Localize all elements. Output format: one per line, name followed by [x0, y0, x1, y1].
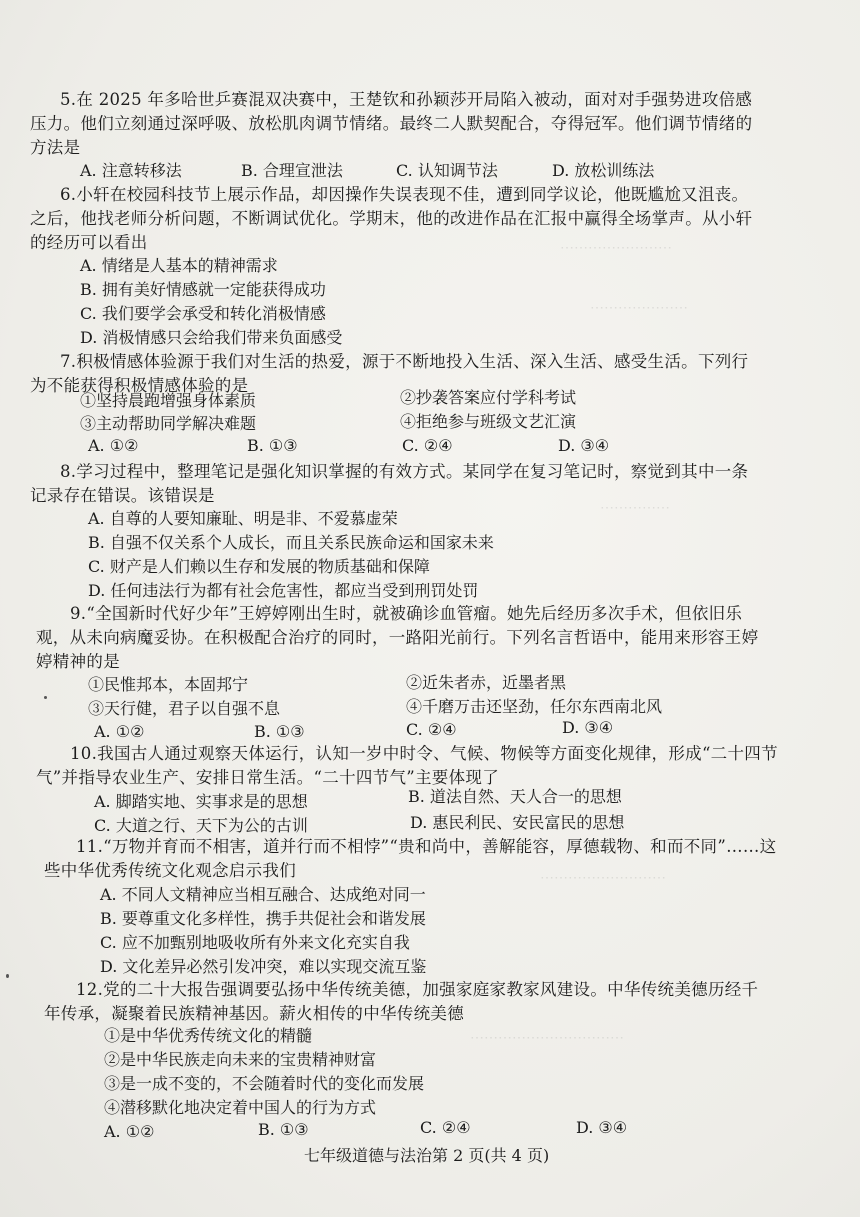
question-11-option-a: A. 不同人文精神应当相互融合、达成绝对同一 — [100, 885, 426, 904]
question-5-line-1: 5.在 2025 年多哈世乒赛混双决赛中，王楚钦和孙颖莎开局陷入被动，面对对手强势进攻倍感 — [60, 90, 753, 109]
question-8-option-d: D. 任何违法行为都有社会危害性，都应当受到刑罚处罚 — [88, 581, 479, 600]
question-11-option-c: C. 应不加甄别地吸收所有外来文化充实自我 — [100, 933, 410, 952]
question-12-line-2: 年传承，凝聚着民族精神基因。薪火相传的中华传统美德 — [44, 1004, 464, 1023]
question-6-line-1: 6.小轩在校园科技节上展示作品，却因操作失误表现不佳，遭到同学议论，他既尴尬又沮丧。 — [60, 185, 749, 204]
question-11-line-1: 11.“万物并育而不相害，道并行而不相悖”“贵和尚中，善解能容，厚德载物、和而不同”……这 — [76, 837, 777, 856]
question-10-option-a: A. 脚踏实地、实事求是的思想 — [94, 792, 308, 811]
question-9-option-a: A. ①② — [94, 722, 145, 741]
question-7-option-d: D. ③④ — [558, 436, 610, 455]
question-5-option-b: B. 合理宣泄法 — [241, 161, 343, 180]
question-12-option-d: D. ③④ — [576, 1118, 628, 1137]
question-9-option-c: C. ②④ — [406, 720, 457, 739]
question-12-option-a: A. ①② — [104, 1122, 155, 1141]
scan-speck — [6, 974, 9, 978]
question-12-option-c: C. ②④ — [420, 1118, 471, 1137]
question-9-item-3: ③天行健，君子以自强不息 — [88, 699, 281, 718]
question-12-item-2: ②是中华民族走向未来的宝贵精神财富 — [104, 1050, 377, 1069]
question-8-option-a: A. 自尊的人要知廉耻、明是非、不爱慕虚荣 — [88, 509, 398, 528]
question-10-option-b: B. 道法自然、天人合一的思想 — [408, 787, 622, 806]
question-10-option-c: C. 大道之行、天下为公的古训 — [94, 816, 308, 835]
question-8-line-1: 8.学习过程中，整理笔记是强化知识掌握的有效方式。某同学在复习笔记时，察觉到其中一条 — [60, 462, 749, 481]
question-7-option-b: B. ①③ — [247, 436, 298, 455]
bleed-through-text: ⋯⋯⋯⋯⋯⋯⋯⋯⋯⋯⋯ — [470, 1030, 624, 1046]
question-7-item-1: ①坚持晨跑增强身体素质 — [80, 391, 257, 410]
question-9-line-2: 观，从未向病魔妥协。在积极配合治疗的同时，一路阳光前行。下列名言哲语中，能用来形容王婷 — [36, 628, 759, 647]
question-12-line-1: 12.党的二十大报告强调要弘扬中华传统美德，加强家庭家教家风建设。中华传统美德历经千 — [76, 980, 759, 999]
question-7-item-2: ②抄袭答案应付学科考试 — [400, 388, 577, 407]
page-footer: 七年级道德与法治第 2 页(共 4 页) — [304, 1146, 550, 1165]
question-6-option-d: D. 消极情感只会给我们带来负面感受 — [80, 328, 343, 347]
question-6-line-3: 的经历可以看出 — [30, 233, 148, 252]
question-12-item-3: ③是一成不变的，不会随着时代的变化而发展 — [104, 1074, 425, 1093]
question-5-option-c: C. 认知调节法 — [396, 161, 498, 180]
bleed-through-text: ⋯⋯⋯⋯⋯⋯⋯⋯⋯ — [540, 870, 666, 886]
question-8-option-b: B. 自强不仅关系个人成长，而且关系民族命运和国家未来 — [88, 533, 494, 552]
question-9-item-1: ①民惟邦本，本固邦宁 — [88, 675, 249, 694]
question-6-option-a: A. 情绪是人基本的精神需求 — [80, 256, 278, 275]
question-8-line-2: 记录存在错误。该错误是 — [30, 486, 215, 505]
question-7-item-3: ③主动帮助同学解决难题 — [80, 414, 257, 433]
question-5-option-a: A. 注意转移法 — [80, 161, 182, 180]
question-10-option-d: D. 惠民利民、安民富民的思想 — [410, 813, 625, 832]
question-9-option-b: B. ①③ — [254, 722, 305, 741]
question-8-option-c: C. 财产是人们赖以生存和发展的物质基础和保障 — [88, 557, 430, 576]
question-11-option-d: D. 文化差异必然引发冲突，难以实现交流互鉴 — [100, 957, 427, 976]
question-9-item-2: ②近朱者赤，近墨者黑 — [406, 673, 567, 692]
question-12-item-4: ④潜移默化地决定着中国人的行为方式 — [104, 1098, 377, 1117]
question-6-line-2: 之后，他找老师分析问题，不断调试优化。学期末，他的改进作品在汇报中赢得全场掌声。从小轩 — [30, 209, 753, 228]
question-12-option-b: B. ①③ — [258, 1120, 309, 1139]
question-10-line-1: 10.我国古人通过观察天体运行，认知一岁中时令、气候、物候等方面变化规律，形成“二十四节 — [70, 744, 778, 763]
question-5-line-3: 方法是 — [30, 138, 81, 157]
question-6-option-b: B. 拥有美好情感就一定能获得成功 — [80, 280, 326, 299]
question-5-option-d: D. 放松训练法 — [552, 161, 655, 180]
question-7-line-1: 7.积极情感体验源于我们对生活的热爱，源于不断地投入生活、深入生活、感受生活。下列行 — [60, 352, 749, 371]
question-11-option-b: B. 要尊重文化多样性，携手共促社会和谐发展 — [100, 909, 426, 928]
question-12-item-1: ①是中华优秀传统文化的精髓 — [104, 1026, 313, 1045]
question-7-option-a: A. ①② — [88, 436, 139, 455]
question-5-line-2: 压力。他们立刻通过深呼吸、放松肌肉调节情绪。最终二人默契配合，夺得冠军。他们调节情绪的 — [30, 114, 753, 133]
bleed-through-text: ⋯⋯⋯⋯⋯⋯⋯ — [590, 300, 688, 316]
question-7-line-2: 为不能获得积极情感体验的是 — [30, 376, 249, 395]
bleed-through-text: ⋯⋯⋯⋯⋯ — [600, 500, 670, 516]
question-9-line-1: 9.“全国新时代好少年”王婷婷刚出生时，就被确诊血管瘤。她先后经历多次手术，但依旧乐 — [70, 604, 743, 623]
question-11-line-2: 些中华优秀传统文化观念启示我们 — [44, 861, 296, 880]
scan-speck — [44, 696, 47, 699]
question-7-item-4: ④拒绝参与班级文艺汇演 — [400, 412, 577, 431]
question-9-option-d: D. ③④ — [562, 718, 614, 737]
question-6-option-c: C. 我们要学会承受和转化消极情感 — [80, 304, 326, 323]
question-9-line-3: 婷精神的是 — [36, 652, 120, 671]
bleed-through-text: ⋯⋯⋯⋯⋯⋯⋯⋯ — [560, 240, 672, 256]
question-7-option-c: C. ②④ — [402, 436, 453, 455]
question-10-line-2: 气”并指导农业生产、安排日常生活。“二十四节气”主要体现了 — [36, 768, 500, 787]
question-9-item-4: ④千磨万击还坚劲，任尔东西南北风 — [406, 697, 663, 716]
